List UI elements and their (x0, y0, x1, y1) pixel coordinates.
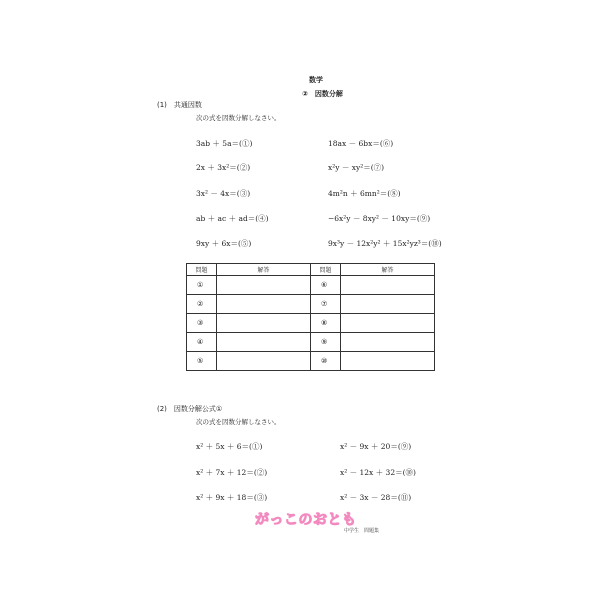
answer-cell[interactable] (341, 276, 435, 295)
table-row (187, 295, 435, 314)
header-answer: 解答 (217, 264, 311, 276)
header-problem: 問題 (187, 264, 217, 276)
header-problem: 問題 (311, 264, 341, 276)
table-row (187, 333, 435, 352)
answer-cell[interactable] (341, 295, 435, 314)
problem-number: ⑩ (311, 352, 341, 371)
problem-number: ③ (187, 314, 217, 333)
answer-table (186, 263, 435, 371)
answer-cell[interactable] (217, 295, 311, 314)
problem-1: x² ＋ 5x ＋ 6＝(①) (196, 442, 263, 451)
problem-3: 3x² － 4x＝(③) (196, 189, 251, 198)
answer-cell[interactable] (217, 314, 311, 333)
problem-2: 2x ＋ 3x²＝(②) (196, 163, 251, 172)
problem-9: −6x²y － 8xy² － 10xy＝(⑨) (328, 214, 431, 223)
problem-number: ⑦ (311, 295, 341, 314)
answer-cell[interactable] (217, 276, 311, 295)
problem-number: ⑤ (187, 352, 217, 371)
answer-cell[interactable] (217, 333, 311, 352)
problem-6: 18ax － 6bx＝(⑥) (328, 139, 394, 148)
answer-cell[interactable] (341, 333, 435, 352)
footer-note: 中学生 問題集 (344, 528, 380, 534)
section1-label: (1) 共通因数 (157, 101, 202, 109)
section2-instruction: 次の式を因数分解しなさい。 (196, 418, 281, 426)
problem-number: ① (187, 276, 217, 295)
answer-cell[interactable] (341, 314, 435, 333)
problem-7: x²y － xy²＝(⑦) (328, 163, 385, 172)
table-row (187, 276, 435, 295)
section1-instruction: 次の式を因数分解しなさい。 (196, 114, 281, 122)
problem-4: ab ＋ ac ＋ ad＝(④) (196, 214, 269, 223)
problem-11: x² － 3x － 28＝(⑪) (340, 493, 412, 502)
header-answer: 解答 (341, 264, 435, 276)
problem-3: x² ＋ 9x ＋ 18＝(③) (196, 493, 268, 502)
section2-label: (2) 因数分解公式① (157, 405, 223, 413)
answer-cell[interactable] (341, 352, 435, 371)
problem-8: 4m²n ＋ 6mn²＝(⑧) (328, 189, 401, 198)
problem-number: ⑨ (311, 333, 341, 352)
problem-number: ⑧ (311, 314, 341, 333)
problem-2: x² ＋ 7x ＋ 12＝(②) (196, 468, 268, 477)
brand-logo: がっこのおとも (255, 512, 357, 528)
problem-1: 3ab ＋ 5a＝(①) (196, 139, 253, 148)
problem-10: 9x³y － 12x²y² ＋ 15x²yz³＝(⑩) (328, 239, 442, 248)
problem-number: ④ (187, 333, 217, 352)
problem-number: ② (187, 295, 217, 314)
table-row (187, 352, 435, 371)
problem-number: ⑥ (311, 276, 341, 295)
problem-9: x² － 9x ＋ 20＝(⑨) (340, 442, 412, 451)
subject-title: 数学 (309, 76, 323, 84)
unit-title: ② 因数分解 (302, 90, 343, 98)
problem-10: x² － 12x ＋ 32＝(⑩) (340, 468, 416, 477)
answer-cell[interactable] (217, 352, 311, 371)
problem-5: 9xy ＋ 6x＝(⑤) (196, 239, 252, 248)
table-row (187, 314, 435, 333)
answer-table-header (187, 264, 435, 276)
